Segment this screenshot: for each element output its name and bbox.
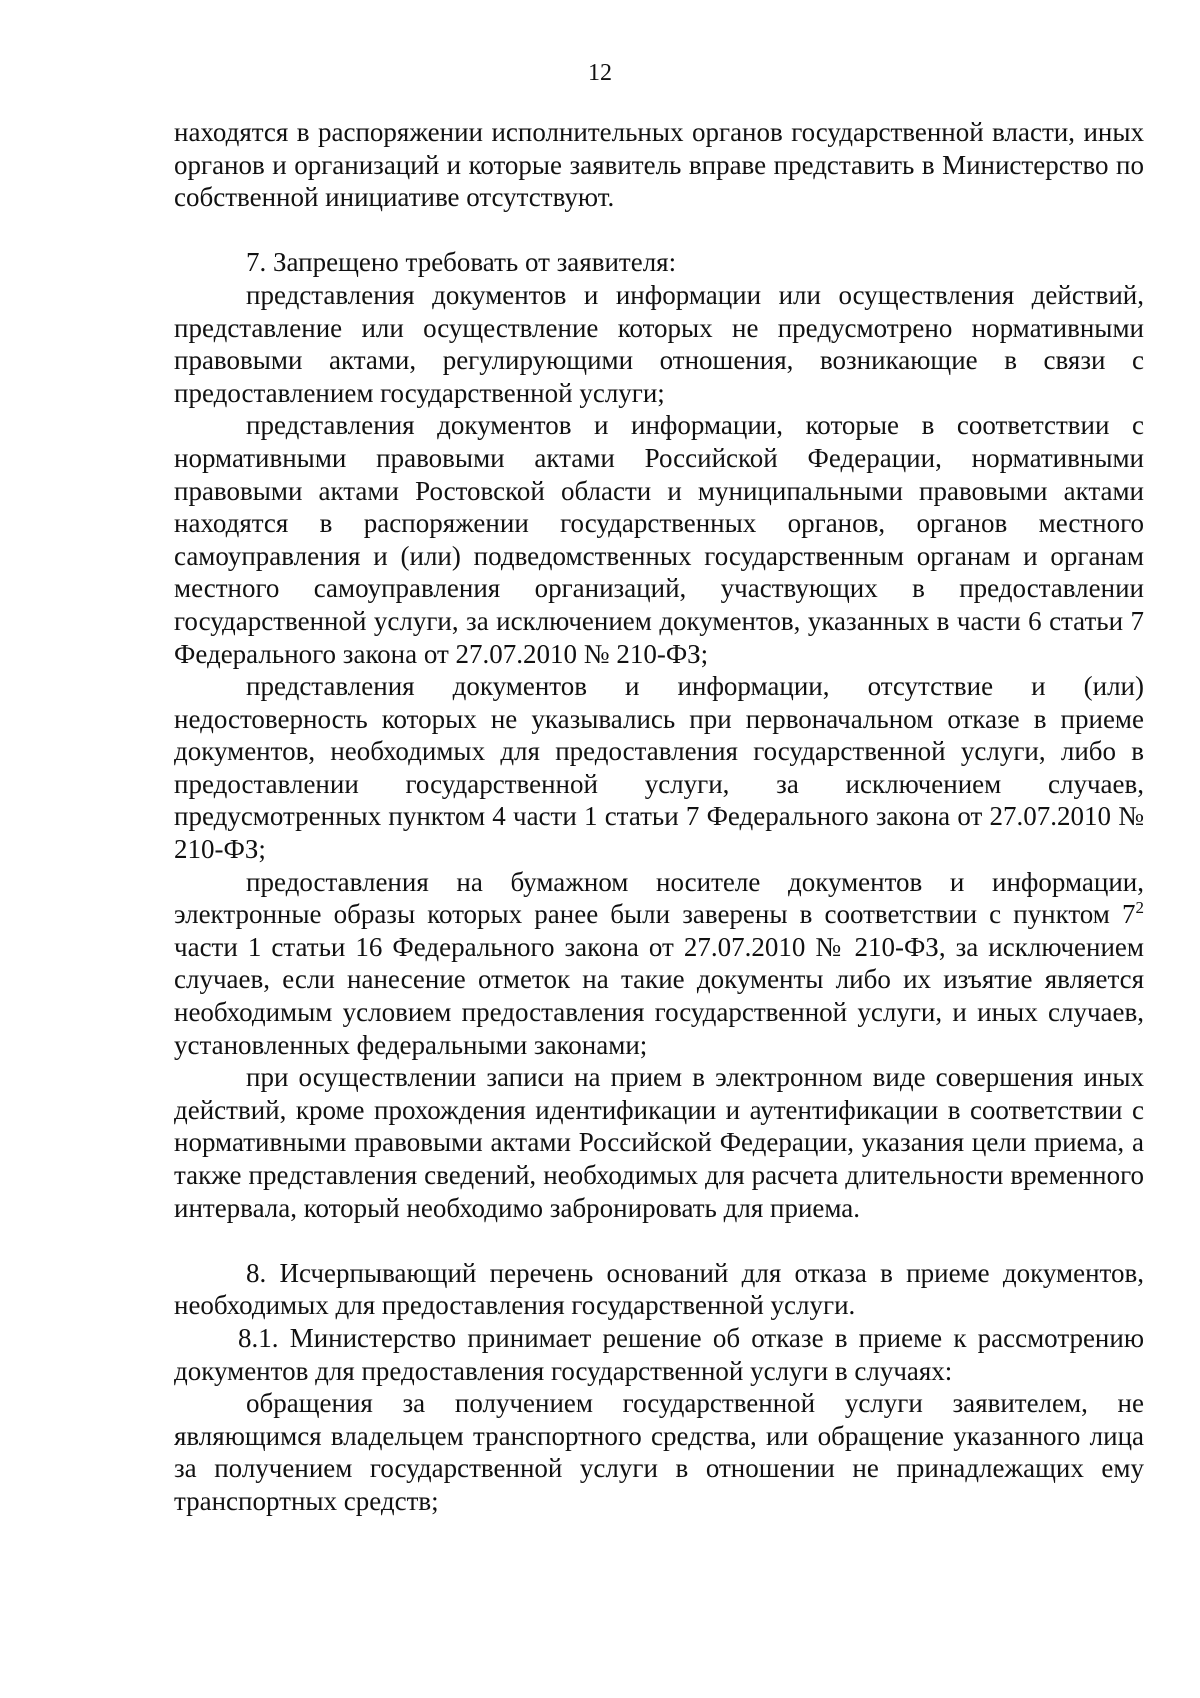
document-body <box>174 116 1144 1518</box>
section-7-item-4 <box>174 866 1144 1062</box>
page-number: 12 <box>588 60 612 86</box>
section-8-1-item-1: обращения за получением государственной услуги заявителем, не являющимся владельцем транспортного средства, или обращение указанного лица за получением государственной услуги в отношении не принадлежащих ему транспортных средств; <box>174 1388 1144 1516</box>
section-7-item-4-text-b: части 1 статьи 16 Федерального закона от 27.07.2010 № 210-ФЗ, за исключением случаев, если нанесение отметок на такие документы либо их изъятие является необходимым условием предоставления государственной услуги, и иных случаев, установленных федеральными законами; <box>174 931 1144 1060</box>
section-7-item-5: при осуществлении записи на прием в электронном виде совершения иных действий, кроме прохождения идентификации и аутентификации в соответствии с нормативными правовыми актами Российской Федерации, указания цели приема, а также представления сведений, необходимых для расчета длительности временного интервала, который необходимо забронировать для приема. <box>174 1062 1144 1223</box>
section-7-item-3: представления документов и информации, отсутствие и (или) недостоверность которых не указывались при первоначальном отказе в приеме документов, необходимых для предоставления государственной услуги, либо в предоставлении государственной услуги, за исключением случаев, предусмотренных пунктом 4 части 1 статьи 7 Федерального закона от 27.07.2010 № 210-ФЗ; <box>174 671 1144 865</box>
section-8-1: 8.1. Министерство принимает решение об отказе в приеме к рассмотрению документов для предоставления государственной услуги в случаях: <box>174 1322 1144 1386</box>
section-8-heading: 8. Исчерпывающий перечень оснований для отказа в приеме документов, необходимых для предоставления государственной услуги. <box>174 1257 1144 1321</box>
section-7-heading: 7. Запрещено требовать от заявителя: <box>246 247 677 278</box>
superscript-2: 2 <box>1135 898 1144 918</box>
section-7-item-4-text-a: предоставления на бумажном носителе документов и информации, электронные образы которых ранее были заверены в соответствии с пунктом 7 <box>174 866 1144 930</box>
paragraph-continuation: находятся в распоряжении исполнительных органов государственной власти, иных органов и организаций и которые заявитель вправе представить в Министерство по собственной инициативе отсутствуют. <box>174 117 1144 213</box>
section-7-item-1: представления документов и информации или осуществления действий, представление или осуществление которых не предусмотрено нормативными правовыми актами, регулирующими отношения, возникающие в связи с предоставлением государственной услуги; <box>174 279 1144 408</box>
section-7-item-2: представления документов и информации, которые в соответствии с нормативными правовыми актами Российской Федерации, нормативными правовыми актами Ростовской области и муниципальными правовыми актами находятся в распоряжении государственных органов, органов местного самоуправления и (или) подведомственных государственным органам и органам местного самоуправления организаций, участвующих в предоставлении государственной услуги, за исключением документов, указанных в части 6 статьи 7 Федерального закона от 27.07.2010 № 210-ФЗ; <box>174 410 1144 669</box>
